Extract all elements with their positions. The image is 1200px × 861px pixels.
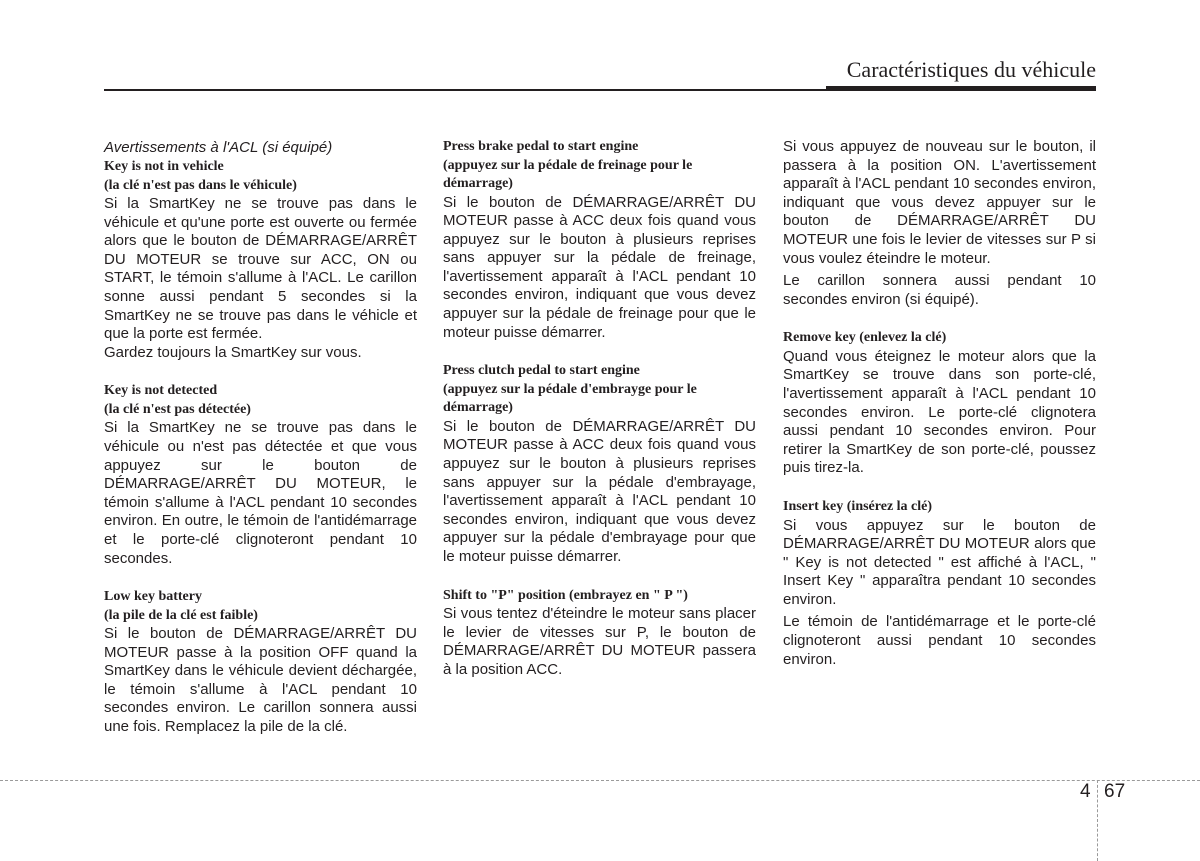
paragraph: Si vous tentez d'éteindre le moteur sans placer le levier de vitesses sur P, le bouton de DÉMARRAGE/ARRÊT DU MOTEUR passera à la position ACC.	[443, 605, 756, 678]
heading-press-clutch-pedal: Press clutch pedal to start engine	[443, 363, 640, 379]
paragraph: Le témoin de l'antidémarrage et le porte-clé clignoteront aussi pendant 10 secondes environ.	[783, 613, 1096, 668]
heading-press-brake-pedal: Press brake pedal to start engine	[443, 139, 639, 154]
heading-press-clutch-pedal-fr: (appuyez sur la pédale d'embrayge pour le démarrage)	[443, 381, 697, 416]
paragraph: Si vous appuyez sur le bouton de DÉMARRAGE/ARRÊT DU MOTEUR alors que " Key is not detected " est affiché à l'ACL, " Insert Key " apparaîtra pendant 10 secondes environ.	[783, 516, 1096, 608]
heading-remove-key: Remove key (enlevez la clé)	[783, 330, 947, 346]
paragraph: Si le bouton de DÉMARRAGE/ARRÊT DU MOTEUR passe à ACC deux fois quand vous appuyez sur le bouton à plusieurs reprises sans appuyer sur la pédale d'embrayage, l'avertissement apparaît à l'ACL pendant 10 secondes environ, indiquant que vous devez appuyer sur la pédale d'embrayage pour que le moteur puisse démarrer.	[443, 417, 756, 565]
page-number: 67	[1104, 781, 1126, 802]
paragraph: Gardez toujours la SmartKey sur vous.	[104, 343, 362, 361]
column-1	[104, 138, 417, 737]
paragraph: Si la SmartKey ne se trouve pas dans le véhicule ou n'est pas détectée et que vous appuyez sur le bouton de DÉMARRAGE/ARRÊT DU MOTEUR, le témoin s'allume à l'ACL pendant 10 secondes environ. En outre, le témoin de l'antidémarrage et le porte-clé clignoteront pendant 10 secondes.	[104, 419, 417, 567]
heading-low-key-battery: Low key battery	[104, 589, 202, 605]
paragraph: Si vous appuyez de nouveau sur le bouton, il passera à la position ON. L'avertissement apparaît à l'ACL pendant 10 secondes environ, indiquant que vous devez appuyer sur le bouton de DÉMARRAGE/ARRÊT DU MOTEUR une fois le levier de vitesses sur P si vous voulez éteindre le moteur.	[783, 138, 1096, 267]
section-title: Avertissements à l'ACL (si équipé)	[104, 139, 333, 156]
heading-key-not-in-vehicle-fr: (la clé n'est pas dans le véhicule)	[104, 177, 297, 193]
heading-low-key-battery-fr: (la pile de la clé est faible)	[104, 607, 258, 623]
paragraph: Si la SmartKey ne se trouve pas dans le véhicule et qu'une porte est ouverte ou fermée alors que le bouton de DÉMARRAGE/ARRÊT DU MOTEUR se trouve sur ACC, ON ou START, le témoin s'allume à l'ACL. Le carillon sonne aussi pendant 5 secondes si la SmartKey ne se trouve pas dans le véhicle et que la porte est fermée.	[104, 195, 417, 343]
column-2	[443, 138, 756, 679]
footer-page-divider	[1097, 780, 1098, 861]
paragraph: Si le bouton de DÉMARRAGE/ARRÊT DU MOTEUR passe à la position OFF quand la SmartKey dans le véhicule devient déchargée, le témoin s'allume à l'ACL pendant 10 secondes environ. Le carillon sonnera aussi une fois. Remplacez la pile de la clé.	[104, 625, 417, 736]
heading-press-brake-pedal-fr: (appuyez sur la pédale de freinage pour le démarrage)	[443, 157, 693, 191]
page-header-title: Caractéristiques du véhicule	[846, 57, 1096, 82]
heading-key-not-detected: Key is not detected	[104, 383, 218, 399]
heading-shift-to-p: Shift to "P" position (embrayez en " P ")	[443, 587, 688, 603]
header-rule-accent	[826, 86, 1096, 91]
heading-key-not-in-vehicle: Key is not in vehicle	[104, 159, 224, 174]
chapter-number: 4	[1080, 781, 1091, 802]
heading-insert-key: Insert key (insérez la clé)	[783, 499, 933, 514]
footer-divider	[0, 780, 1200, 781]
paragraph: Quand vous éteignez le moteur alors que la SmartKey se trouve dans son porte-clé, l'avertissement apparaît à l'ACL pendant 10 secondes environ. Le porte-clé clignotera aussi pendant 10 secondes environ. Pour retirer la SmartKey de son porte-clé, poussez puis tirez-la.	[783, 347, 1096, 477]
paragraph: Le carillon sonnera aussi pendant 10 secondes environ (si équipé).	[783, 272, 1096, 308]
column-3	[783, 138, 1096, 669]
paragraph: Si le bouton de DÉMARRAGE/ARRÊT DU MOTEUR passe à ACC deux fois quand vous appuyez sur le bouton à plusieurs reprises sans appuyer sur la pédale de freinage, l'avertissement apparaît à l'ACL pendant 10 secondes environ, indiquant que vous devez appuyer sur la pédale de freinage pour que le moteur puisse démarrer.	[443, 193, 756, 341]
heading-key-not-detected-fr: (la clé n'est pas détectée)	[104, 401, 251, 417]
